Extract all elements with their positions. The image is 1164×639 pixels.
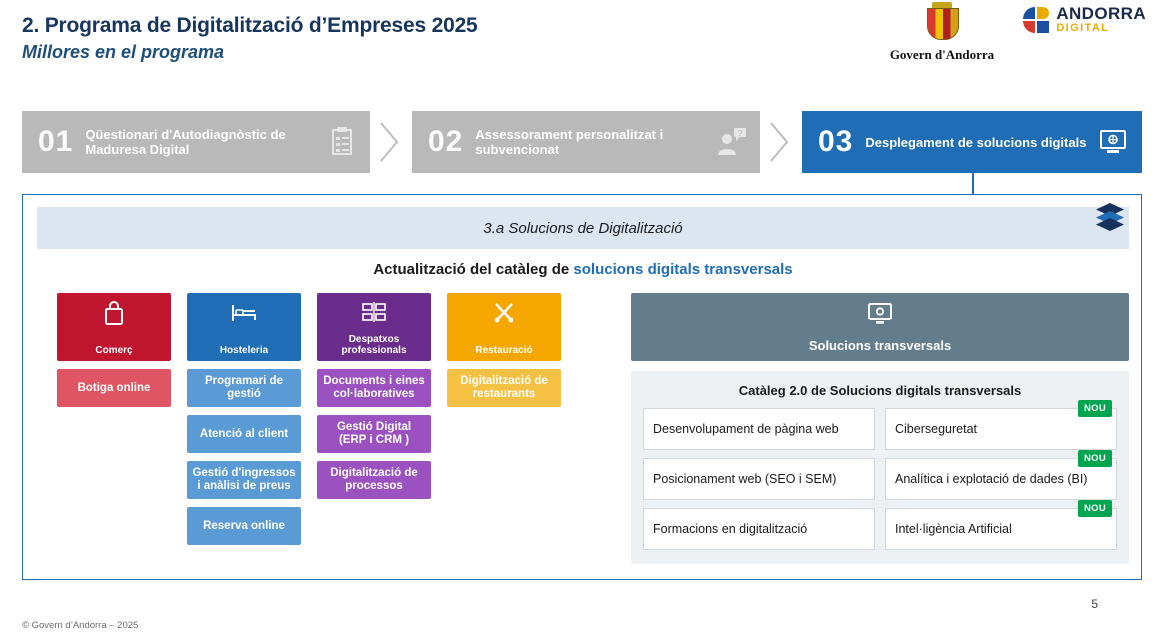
step-03[interactable] — [802, 111, 1142, 173]
checklist-icon — [324, 127, 358, 157]
catalog-item-label: Ciberseguretat — [895, 421, 977, 436]
sector-name-hosteleria: Hosteleria — [219, 345, 269, 356]
andorra-logo-line2: DIGITAL — [1056, 22, 1110, 34]
transversal-catalog-title: Catàleg 2.0 de Solucions digitals transversals — [738, 383, 1022, 398]
step-03-number: 03 — [818, 125, 854, 158]
sector-column-despatxos — [317, 293, 431, 499]
sector-name-comerc: Comerç — [95, 345, 133, 356]
catalog-item-label: Intel·ligència Artificial — [895, 521, 1012, 536]
step-02-number: 02 — [428, 125, 464, 158]
step-separator-2-icon — [768, 121, 790, 163]
bed-icon — [229, 299, 259, 325]
sector-item[interactable]: Programari de gestió — [187, 369, 301, 407]
sector-item[interactable]: Atenció al client — [187, 415, 301, 453]
sector-column-hosteleria — [187, 293, 301, 545]
catalog-item-label: Formacions en digitalització — [653, 521, 808, 536]
transversal-catalog-grid — [643, 403, 1117, 550]
sector-column-comerc — [57, 293, 171, 407]
advisor-person-icon — [714, 127, 748, 157]
sector-column-restauracio — [447, 293, 561, 407]
office-desks-icon — [359, 299, 389, 325]
govern-logo-label: Govern d'Andorra — [889, 47, 995, 62]
catalog-item[interactable] — [643, 458, 875, 500]
andorra-logo-line1: ANDORRA — [1056, 4, 1146, 23]
process-steps — [22, 111, 1142, 173]
step-separator-1-icon — [378, 121, 400, 163]
coat-of-arms-icon — [925, 2, 959, 44]
catalog-item[interactable] — [643, 508, 875, 550]
catalog-item-label: Analítica i explotació de dades (BI) — [895, 471, 1088, 486]
page-subtitle: Millores en el programa — [22, 42, 225, 62]
status-badge: NOU — [1078, 450, 1112, 467]
catalog-item[interactable] — [643, 408, 875, 450]
step-03-label: Desplegament de solucions digitals — [865, 134, 1087, 150]
catalog-item-label: Posicionament web (SEO i SEM) — [653, 471, 837, 486]
page-header — [22, 14, 822, 63]
transversal-catalog — [631, 371, 1129, 564]
andorra-digital-logo — [1023, 6, 1146, 34]
step-02-label: Assessorament personalitzat i subvencionat — [475, 127, 664, 157]
catalog-item-label: Desenvolupament de pàgina web — [653, 421, 839, 436]
sector-name-restauracio: Restauració — [475, 345, 533, 356]
catalog-headline — [23, 261, 1143, 278]
panel-section-title: 3.a Solucions de Digitalització — [483, 219, 683, 237]
catalog-headline-highlight: solucions digitals transversals — [573, 261, 793, 278]
status-badge: NOU — [1078, 400, 1112, 417]
sector-item[interactable]: Documents i eines col·laboratives — [317, 369, 431, 407]
catalog-headline-plain: Actualització del catàleg de — [373, 261, 574, 278]
panel-section-header — [37, 207, 1129, 249]
sector-item[interactable]: Gestió d'ingressos i anàlisi de preus — [187, 461, 301, 499]
page-number: 5 — [1091, 597, 1098, 611]
step-02[interactable] — [412, 111, 760, 173]
monitor-icon — [1096, 127, 1130, 157]
andorra-digital-mark-icon — [1023, 7, 1049, 33]
step-01-number: 01 — [38, 125, 74, 158]
sector-header-restauracio[interactable] — [447, 293, 561, 361]
sector-header-despatxos[interactable] — [317, 293, 431, 361]
sector-item[interactable]: Gestió Digital (ERP i CRM ) — [317, 415, 431, 453]
catalog-item[interactable] — [885, 503, 1117, 550]
svg-text:?: ? — [737, 129, 743, 138]
step-01[interactable] — [22, 111, 370, 173]
catalog-item[interactable] — [885, 403, 1117, 450]
step-01-label: Qüestionari d'Autodiagnòstic de Maduresa Digital — [85, 127, 286, 157]
transversal-header-label: Solucions transversals — [808, 338, 952, 353]
sector-item[interactable]: Digitalització de processos — [317, 461, 431, 499]
copyright-notice: © Govern d’Andorra – 2025 — [22, 620, 139, 631]
page-title: 2. Programa de Digitalització d’Empreses 2025 — [22, 14, 478, 37]
cutlery-icon — [489, 299, 519, 325]
shopping-bag-icon — [99, 299, 129, 325]
sector-header-comerc[interactable] — [57, 293, 171, 361]
layers-stack-icon — [1093, 201, 1127, 231]
transversal-header[interactable] — [631, 293, 1129, 361]
transversal-solutions-block — [631, 293, 1129, 564]
solutions-panel — [22, 194, 1142, 580]
screen-gear-icon — [864, 301, 896, 327]
govern-andorra-logo — [872, 2, 1012, 63]
sector-item[interactable]: Reserva online — [187, 507, 301, 545]
sector-item[interactable]: Digitalització de restaurants — [447, 369, 561, 407]
sector-item[interactable]: Botiga online — [57, 369, 171, 407]
sector-header-hosteleria[interactable] — [187, 293, 301, 361]
sector-name-despatxos: Despatxos professionals — [341, 334, 407, 356]
step-connector-line — [972, 173, 974, 195]
status-badge: NOU — [1078, 500, 1112, 517]
catalog-item[interactable] — [885, 453, 1117, 500]
